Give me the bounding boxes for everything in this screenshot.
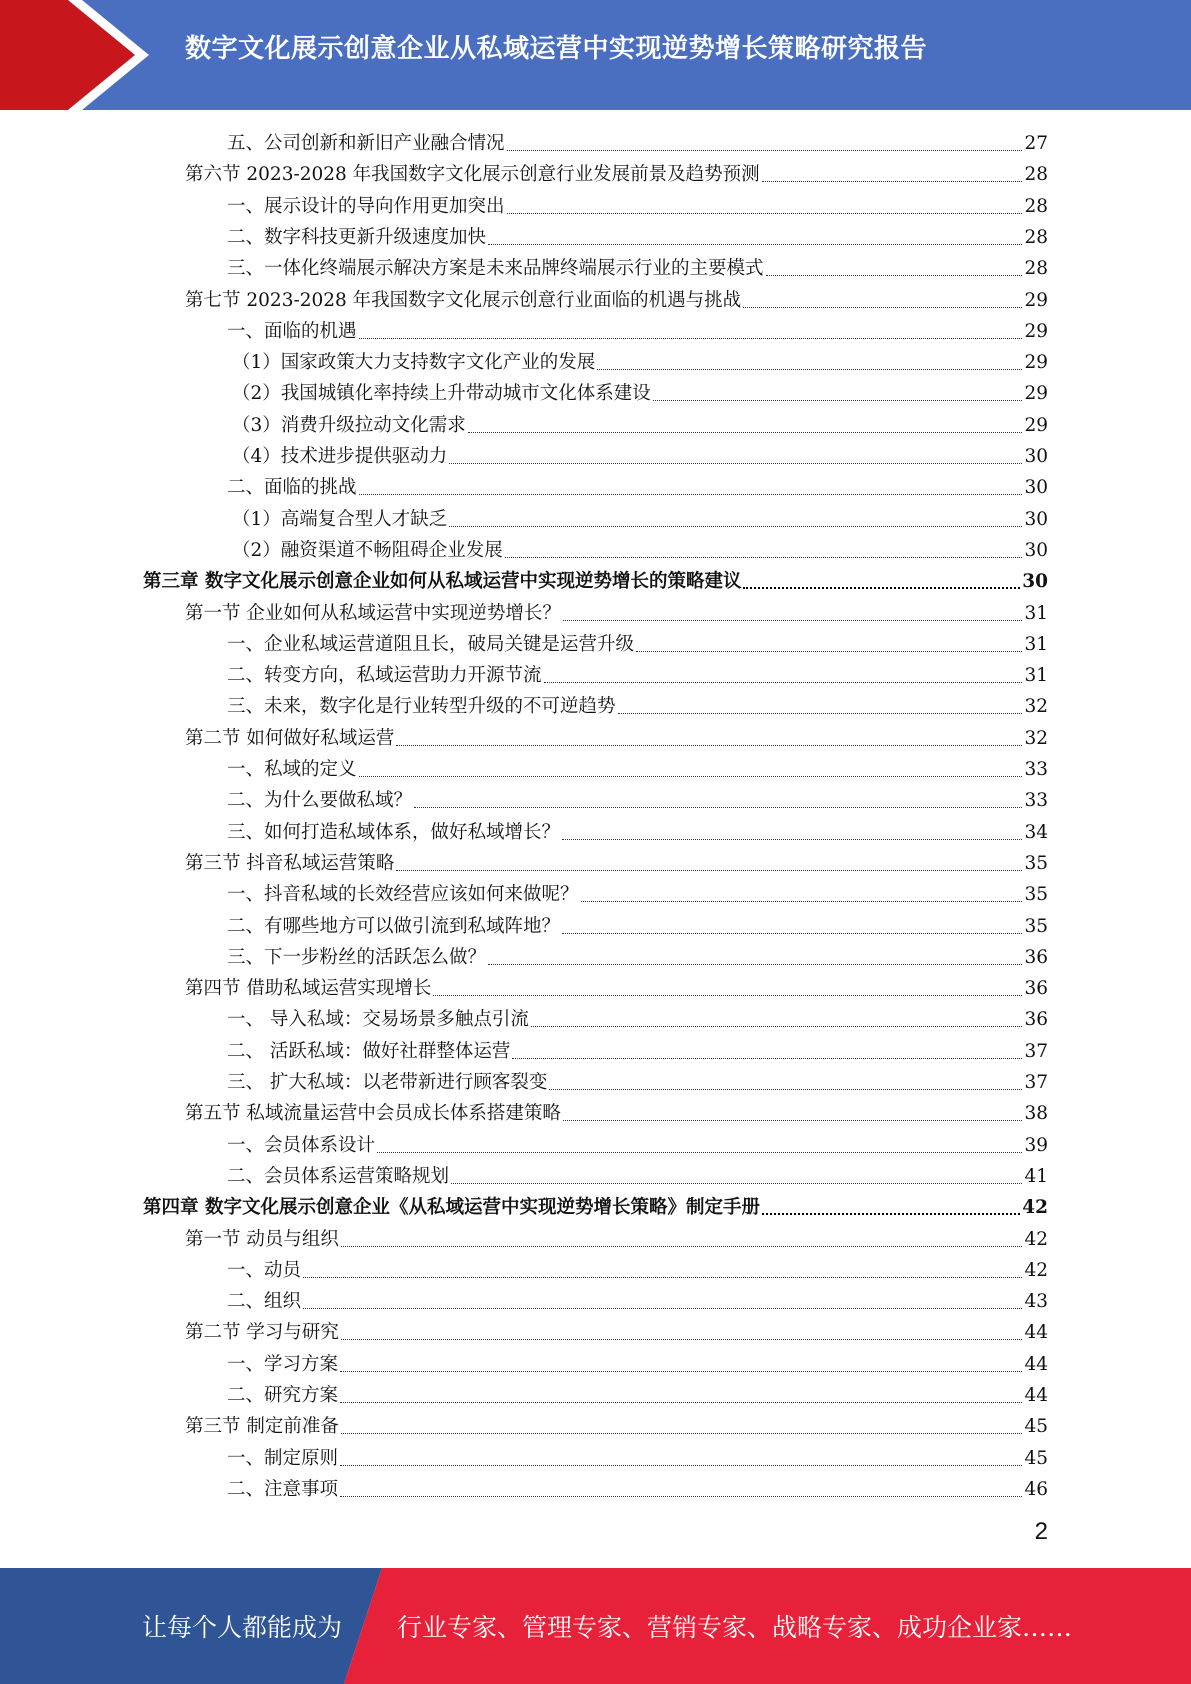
toc-leader-dots (766, 275, 1023, 276)
toc-entry-page: 29 (1024, 320, 1048, 342)
toc-leader-dots (341, 1433, 1023, 1434)
toc-leader-dots (507, 150, 1023, 151)
toc-entry-title: 第四节 借助私域运营实现增长 (185, 978, 432, 1000)
toc-entry-page: 44 (1024, 1353, 1048, 1375)
toc-leader-dots (433, 995, 1022, 996)
footer-slogan-left: 让每个人都能成为 (142, 1613, 343, 1642)
toc-entry-title: （4）技术进步提供驱动力 (232, 446, 448, 467)
toc-entry[interactable] (227, 1349, 1048, 1380)
toc-leader-dots (512, 1058, 1022, 1059)
toc-entry[interactable] (227, 1255, 1048, 1286)
toc-entry[interactable] (227, 785, 1048, 816)
toc-entry-title: 第三节 制定前准备 (185, 1416, 339, 1438)
toc-leader-dots (340, 1465, 1022, 1466)
toc-entry-title: 第三章 数字文化展示创意企业如何从私域运营中实现逆势增长的策略建议 (143, 571, 742, 593)
toc-leader-dots (762, 181, 1023, 182)
toc-entry-title: （1）高端复合型人才缺乏 (232, 508, 448, 530)
toc-entry[interactable] (185, 598, 1048, 629)
toc-entry-title: 二、有哪些地方可以做引流到私域阵地？ (227, 915, 561, 937)
toc-entry[interactable] (227, 1067, 1048, 1098)
toc-entry-title: 一、动员 (227, 1259, 302, 1281)
toc-entry[interactable] (227, 222, 1048, 253)
toc-entry[interactable] (232, 535, 1048, 566)
toc-entry[interactable] (227, 1036, 1048, 1067)
toc-entry[interactable] (185, 848, 1048, 879)
toc-leader-dots (562, 839, 1022, 840)
toc-entry-title: 二、研究方案 (227, 1385, 339, 1406)
toc-entry[interactable] (227, 1161, 1048, 1192)
toc-entry[interactable] (185, 1098, 1048, 1129)
toc-entry[interactable] (232, 441, 1048, 472)
toc-leader-dots (618, 713, 1023, 714)
toc-entry[interactable] (185, 1224, 1048, 1255)
toc-entry-title: 第三节 抖音私域运营策略 (185, 852, 395, 874)
toc-leader-dots (341, 1246, 1023, 1247)
toc-entry-page: 42 (1022, 1197, 1048, 1219)
toc-entry-page: 45 (1024, 1416, 1048, 1438)
toc-leader-dots (505, 557, 1023, 558)
toc-entry[interactable] (227, 472, 1048, 503)
toc-entry-title: 第一节 动员与组织 (185, 1228, 339, 1250)
toc-entry-title: 二、注意事项 (227, 1478, 339, 1500)
toc-entry-title: 二、会员体系运营策略规划 (227, 1165, 450, 1187)
toc-entry-title: 三、 扩大私域：以老带新进行顾客裂变 (227, 1072, 548, 1093)
toc-leader-dots (544, 682, 1023, 683)
toc-entry-page: 28 (1024, 164, 1048, 186)
toc-entry[interactable] (227, 1443, 1048, 1474)
toc-leader-dots (303, 1277, 1022, 1278)
toc-entry-title: 第二节 学习与研究 (185, 1322, 339, 1344)
toc-entry[interactable] (143, 566, 1048, 597)
toc-leader-dots (359, 776, 1023, 777)
toc-leader-dots (581, 901, 1023, 902)
toc-entry[interactable] (227, 1004, 1048, 1035)
toc-entry-page: 33 (1024, 790, 1048, 812)
footer-slogan-right: 行业专家、管理专家、营销专家、战略专家、成功企业家…… (397, 1613, 1073, 1642)
toc-entry-title: 三、如何打造私域体系，做好私域增长？ (227, 821, 561, 843)
toc-entry-title: （2）融资渠道不畅阻碍企业发展 (232, 539, 503, 561)
toc-entry[interactable] (143, 1192, 1048, 1223)
toc-entry[interactable] (227, 691, 1048, 722)
toc-leader-dots (449, 463, 1022, 464)
toc-leader-dots (414, 807, 1022, 808)
toc-entry-page: 35 (1024, 884, 1048, 906)
toc-leader-dots (597, 369, 1022, 370)
toc-entry[interactable] (185, 1317, 1048, 1348)
toc-entry-page: 41 (1024, 1165, 1048, 1187)
toc-leader-dots (451, 1183, 1022, 1184)
toc-entry-page: 46 (1024, 1478, 1048, 1500)
toc-entry-title: 二、为什么要做私域？ (227, 790, 413, 812)
toc-leader-dots (340, 1496, 1022, 1497)
toc-entry-title: 二、 活跃私域：做好社群整体运营 (227, 1040, 511, 1062)
toc-leader-dots (563, 1120, 1023, 1121)
toc-leader-dots (488, 964, 1022, 965)
toc-entry-page: 29 (1024, 414, 1048, 436)
toc-entry[interactable] (227, 754, 1048, 785)
toc-entry-page: 32 (1024, 696, 1048, 718)
toc-entry-title: 一、制定原则 (227, 1447, 339, 1469)
toc-entry-title: （2）我国城镇化率持续上升带动城市文化体系建设 (232, 383, 651, 405)
toc-leader-dots (507, 213, 1023, 214)
toc-entry-page: 32 (1024, 727, 1048, 749)
toc-entry-title: 第一节 企业如何从私域运营中实现逆势增长？ (185, 602, 561, 624)
toc-entry-title: 一、学习方案 (227, 1353, 339, 1375)
toc-entry-title: 二、转变方向，私域运营助力开源节流 (227, 665, 542, 687)
toc-entry[interactable] (232, 378, 1048, 409)
toc-entry[interactable] (185, 159, 1048, 190)
toc-leader-dots (449, 526, 1022, 527)
toc-entry-page: 37 (1024, 1040, 1048, 1062)
toc-entry-title: 三、一体化终端展示解决方案是未来品牌终端展示行业的主要模式 (227, 258, 764, 280)
toc-entry-page: 30 (1022, 571, 1048, 593)
toc-entry-page: 29 (1024, 383, 1048, 405)
toc-entry[interactable] (185, 723, 1048, 754)
toc-entry-title: 第五节 私域流量运营中会员成长体系搭建策略 (185, 1103, 561, 1125)
toc-entry-title: 一、 导入私域：交易场景多触点引流 (227, 1009, 529, 1031)
toc-leader-dots (340, 1402, 1022, 1403)
footer-banner (0, 1568, 1191, 1684)
toc-leader-dots (468, 432, 1023, 433)
toc-entry-page: 36 (1024, 978, 1048, 1000)
toc-leader-dots (743, 587, 1020, 589)
toc-entry-page: 29 (1024, 352, 1048, 374)
toc-entry[interactable] (227, 879, 1048, 910)
toc-entry-page: 31 (1024, 665, 1048, 687)
toc-entry-title: 三、下一步粉丝的活跃怎么做？ (227, 946, 487, 968)
toc-entry-title: 一、展示设计的导向作用更加突出 (227, 195, 505, 217)
toc-entry-page: 31 (1024, 633, 1048, 655)
toc-entry-page: 38 (1024, 1103, 1048, 1125)
toc-entry-page: 45 (1024, 1447, 1048, 1469)
toc-entry[interactable] (227, 253, 1048, 284)
toc-entry[interactable] (227, 1286, 1048, 1317)
toc-entry[interactable] (227, 629, 1048, 660)
toc-entry-title: 二、数字科技更新升级速度加快 (227, 226, 487, 248)
toc-entry[interactable] (227, 1130, 1048, 1161)
toc-leader-dots (340, 1371, 1022, 1372)
toc-leader-dots (359, 338, 1023, 339)
toc-entry-page: 35 (1024, 915, 1048, 937)
toc-entry[interactable] (232, 410, 1048, 441)
toc-entry-page: 37 (1024, 1072, 1048, 1093)
toc-entry-page: 28 (1024, 226, 1048, 248)
toc-entry-page: 30 (1024, 477, 1048, 499)
toc-entry-page: 30 (1024, 508, 1048, 530)
header-banner (0, 0, 1191, 110)
toc-leader-dots (359, 494, 1023, 495)
toc-leader-dots (396, 870, 1022, 871)
report-title: 数字文化展示创意企业从私域运营中实现逆势增长策略研究报告 (185, 34, 928, 64)
toc-leader-dots (396, 745, 1022, 746)
toc-entry[interactable] (227, 316, 1048, 347)
toc-entry-title: 二、组织 (227, 1291, 302, 1313)
toc-entry[interactable] (232, 347, 1048, 378)
toc-entry-page: 35 (1024, 852, 1048, 874)
toc-entry[interactable] (227, 911, 1048, 942)
toc-leader-dots (303, 1308, 1022, 1309)
toc-leader-dots (653, 400, 1023, 401)
toc-leader-dots (488, 244, 1022, 245)
toc-entry-title: 一、私域的定义 (227, 759, 357, 780)
toc-entry[interactable] (227, 128, 1048, 159)
toc-leader-dots (563, 620, 1023, 621)
toc-leader-dots (341, 1339, 1023, 1340)
toc-entry[interactable] (232, 504, 1048, 535)
toc-entry[interactable] (185, 1411, 1048, 1442)
toc-entry-title: 第六节 2023-2028 年我国数字文化展示创意行业发展前景及趋势预测 (185, 164, 760, 186)
toc-entry-page: 28 (1024, 258, 1048, 280)
toc-leader-dots (531, 1026, 1023, 1027)
toc-entry-page: 36 (1024, 1009, 1048, 1031)
toc-entry-title: 一、抖音私域的长效经营应该如何来做呢？ (227, 884, 579, 906)
toc-entry-page: 42 (1024, 1228, 1048, 1250)
toc-entry-page: 42 (1024, 1259, 1048, 1281)
toc-entry-page: 43 (1024, 1291, 1048, 1313)
toc-entry-page: 28 (1024, 195, 1048, 217)
toc-entry[interactable] (227, 817, 1048, 848)
toc-entry-page: 39 (1024, 1134, 1048, 1156)
toc-entry-title: 第二节 如何做好私域运营 (185, 727, 395, 749)
toc-entry[interactable] (227, 191, 1048, 222)
toc-entry-page: 34 (1024, 821, 1048, 843)
toc-leader-dots (743, 307, 1022, 308)
toc-entry-title: 二、面临的挑战 (227, 477, 357, 499)
toc-entry[interactable] (227, 660, 1048, 691)
toc-entry-title: 三、未来，数字化是行业转型升级的不可逆趋势 (227, 696, 616, 718)
toc-entry-page: 36 (1024, 946, 1048, 968)
toc-leader-dots (636, 651, 1022, 652)
toc-entry-title: 第四章 数字文化展示创意企业《从私域运营中实现逆势增长策略》制定手册 (143, 1197, 760, 1219)
toc-entry-page: 31 (1024, 602, 1048, 624)
toc-entry[interactable] (227, 1474, 1048, 1505)
toc-entry-page: 44 (1024, 1322, 1048, 1344)
toc-entry-title: 第七节 2023-2028 年我国数字文化展示创意行业面临的机遇与挑战 (185, 289, 742, 311)
toc-entry[interactable] (185, 285, 1048, 316)
toc-entry-title: （1）国家政策大力支持数字文化产业的发展 (232, 352, 596, 374)
toc-leader-dots (562, 933, 1022, 934)
toc-entry-page: 33 (1024, 759, 1048, 780)
toc-leader-dots (549, 1089, 1022, 1090)
toc-entry-title: 一、会员体系设计 (227, 1134, 376, 1156)
toc-entry-page: 30 (1024, 446, 1048, 467)
toc-entry-page: 27 (1024, 133, 1048, 154)
toc-entry[interactable] (227, 942, 1048, 973)
toc-entry-page: 29 (1024, 289, 1048, 311)
toc-leader-dots (762, 1213, 1020, 1215)
toc-entry-title: 一、面临的机遇 (227, 320, 357, 342)
toc-leader-dots (377, 1152, 1022, 1153)
toc-entry-title: （3）消费升级拉动文化需求 (232, 414, 466, 436)
toc-entry[interactable] (227, 1380, 1048, 1411)
toc-entry-page: 30 (1024, 539, 1048, 561)
toc-entry-page: 44 (1024, 1385, 1048, 1406)
page-number: 2 (1034, 1518, 1048, 1545)
toc-entry-title: 五、公司创新和新旧产业融合情况 (227, 133, 505, 154)
toc-entry-title: 一、企业私域运营道阻且长，破局关键是运营升级 (227, 633, 635, 655)
toc-entry[interactable] (185, 973, 1048, 1004)
